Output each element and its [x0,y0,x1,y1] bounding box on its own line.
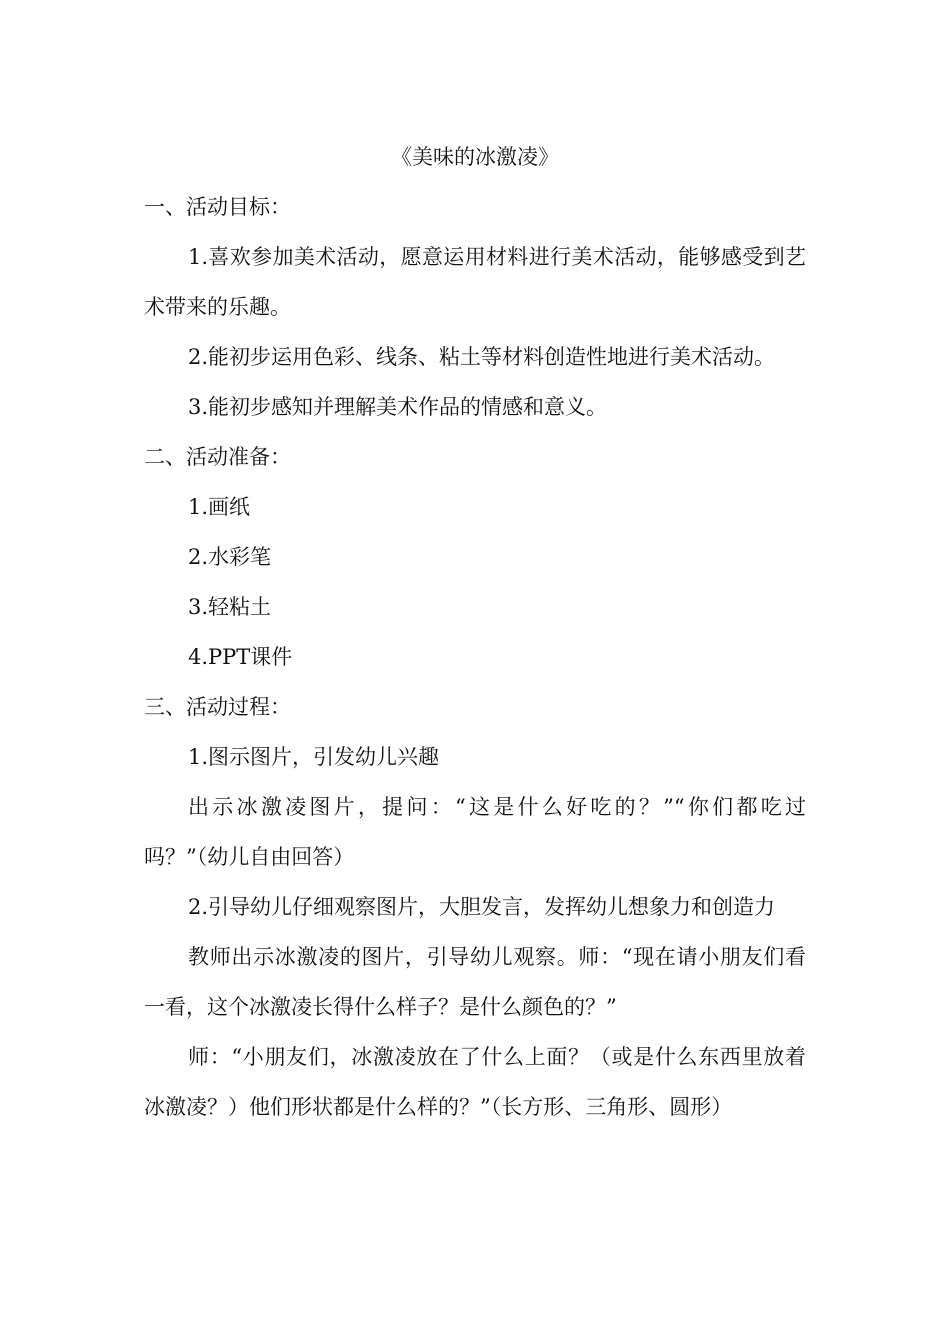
section-heading-preparation: 二、活动准备： [144,445,291,469]
preparation-item-2: 2.水彩笔 [188,545,272,569]
section-heading-process: 三、活动过程： [144,695,291,719]
process-paragraph-1: 出示冰激凌图片，提问：“这是什么好吃的？”“你们都吃过吗？”（幼儿自由回答） [144,795,806,869]
process-paragraph-2: 教师出示冰激凌的图片，引导幼儿观察。师：“现在请小朋友们看一看，这个冰激凌长得什么样子？是什么颜色的？” [144,945,806,1019]
document-title: 《美味的冰激凌》 [391,145,559,169]
process-step-1: 1.图示图片，引发幼儿兴趣 [188,745,440,769]
preparation-item-3: 3.轻粘土 [188,595,272,619]
preparation-item-1: 1.画纸 [188,495,251,519]
goal-item-2: 2.能初步运用色彩、线条、粘土等材料创造性地进行美术活动。 [188,345,776,369]
process-step-2: 2.引导幼儿仔细观察图片，大胆发言，发挥幼儿想象力和创造力 [188,895,776,919]
section-heading-goals: 一、活动目标： [144,195,291,219]
document-body [144,132,806,1132]
goal-item-3: 3.能初步感知并理解美术作品的情感和意义。 [188,395,608,419]
process-paragraph-3: 师：“小朋友们，冰激凌放在了什么上面？（或是什么东西里放着冰激凌？）他们形状都是什么样的？”（长方形、三角形、圆形） [144,1045,806,1119]
goal-item-1: 1.喜欢参加美术活动，愿意运用材料进行美术活动，能够感受到艺术带来的乐趣。 [144,245,806,319]
preparation-item-4: 4.PPT课件 [188,645,293,669]
